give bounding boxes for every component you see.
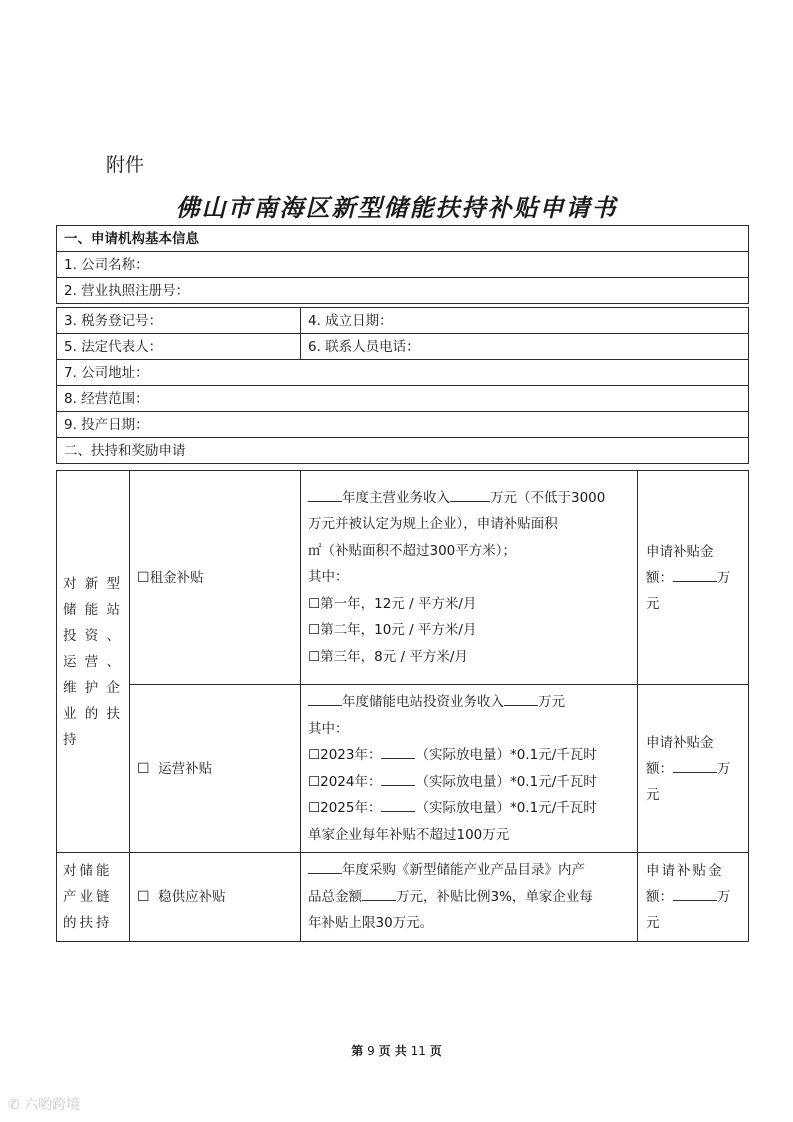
watermark-logo-icon: ✆: [8, 1097, 20, 1113]
supply-total-blank[interactable]: [362, 888, 396, 901]
group2-label: 对储能产业链的扶持: [57, 853, 130, 942]
page-number: 9: [367, 1044, 375, 1058]
rent-subsidy-option[interactable]: [130, 471, 301, 685]
rent-year2-option[interactable]: ☐第二年，10元 / 平方米/月: [308, 622, 477, 639]
founded-date-field[interactable]: 4. 成立日期：: [301, 308, 749, 334]
subsidy-table: [56, 470, 749, 942]
ops-year-blank[interactable]: [308, 693, 342, 706]
address-field[interactable]: 7. 公司地址：: [57, 360, 749, 386]
rent-year3-option[interactable]: ☐第三年，8元 / 平方米/月: [308, 648, 468, 665]
ops-2025-option[interactable]: ☐2025年： （实际放电量）*0.1元/千瓦时: [308, 800, 597, 816]
rent-year-blank[interactable]: [308, 489, 342, 502]
page-total: 11: [410, 1044, 426, 1058]
legal-rep-field[interactable]: 5. 法定代表人：: [57, 334, 301, 360]
rent-amount: 申请补贴金 额： 万 元: [638, 471, 749, 685]
tax-no-field[interactable]: 3. 税务登记号：: [57, 308, 301, 334]
rent-description: 年度主营业务收入 万元（不低于3000 万元并被认定为规上企业），申请补贴面积 ㎡（补贴面积不超过300平方米）； 其中： ☐第一年，12元 / 平方米/月 ☐第二年，10元 / 平方米/月 ☐第三年，8元 / 平方米/月: [301, 471, 638, 685]
ops-checkbox[interactable]: ☐: [137, 760, 150, 777]
ops-income-blank[interactable]: [504, 693, 538, 706]
document-title: 佛山市南海区新型储能扶持补贴申请书: [175, 193, 618, 222]
attachment-label: 附件: [106, 154, 145, 176]
ops-2024-option[interactable]: ☐2024年： （实际放电量）*0.1元/千瓦时: [308, 773, 597, 790]
page-footer: 第 9 页 共 11 页: [351, 1044, 442, 1058]
supply-description: 年度采购《新型储能产业产品目录》内产 品总金额 万元，补贴比例3%，单家企业每 年补贴上限30万元。: [301, 853, 638, 942]
section2-header: 二、扶持和奖励申请: [57, 438, 749, 464]
split-rows-table: [56, 307, 749, 464]
production-date-field[interactable]: 9. 投产日期：: [57, 412, 749, 438]
contact-phone-field[interactable]: 6. 联系人员电话：: [301, 334, 749, 360]
ops-2025-blank[interactable]: [381, 799, 415, 812]
section1-header: 一、申请机构基本信息: [57, 226, 749, 252]
license-no-field[interactable]: 2. 营业执照注册号：: [57, 278, 749, 304]
ops-subsidy-option[interactable]: [130, 685, 301, 853]
rent-checkbox[interactable]: ☐: [137, 569, 150, 586]
company-name-field[interactable]: 1. 公司名称：: [57, 252, 749, 278]
watermark: ✆ 六哟跨境: [8, 1097, 81, 1113]
ops-amount-blank[interactable]: [673, 760, 717, 773]
application-form-table: [56, 225, 749, 304]
supply-subsidy-option[interactable]: [130, 853, 301, 942]
rent-amount-blank[interactable]: [673, 569, 717, 582]
business-scope-field[interactable]: 8. 经营范围：: [57, 386, 749, 412]
supply-checkbox[interactable]: ☐: [137, 888, 150, 905]
ops-description: 年度储能电站投资业务收入 万元 其中： ☐2023年： （实际放电量）*0.1元/千瓦时 ☐2024年： （实际放电量）*0.1元/千瓦时 ☐2025年： （实际放电量）*0.1元/千瓦时 单家企业每年补贴不超过100万元: [301, 685, 638, 853]
supply-label: 稳供应补贴: [158, 888, 226, 905]
rent-year1-option[interactable]: ☐第一年，12元 / 平方米/月: [308, 595, 477, 612]
ops-2024-blank[interactable]: [381, 773, 415, 786]
supply-year-blank[interactable]: [308, 861, 342, 874]
ops-2023-blank[interactable]: [381, 746, 415, 759]
ops-2023-option[interactable]: ☐2023年： （实际放电量）*0.1元/千瓦时: [308, 747, 597, 763]
supply-amount: 申请补贴金 额： 万 元: [638, 853, 749, 942]
ops-amount: 申请补贴金 额： 万 元: [638, 685, 749, 853]
rent-label: 租金补贴: [149, 569, 204, 586]
group1-label: 对新型储能站投资、运营、维护企业的扶持: [57, 471, 130, 853]
ops-label: 运营补贴: [158, 760, 213, 777]
supply-amount-blank[interactable]: [673, 888, 717, 901]
rent-income-blank[interactable]: [450, 489, 490, 502]
